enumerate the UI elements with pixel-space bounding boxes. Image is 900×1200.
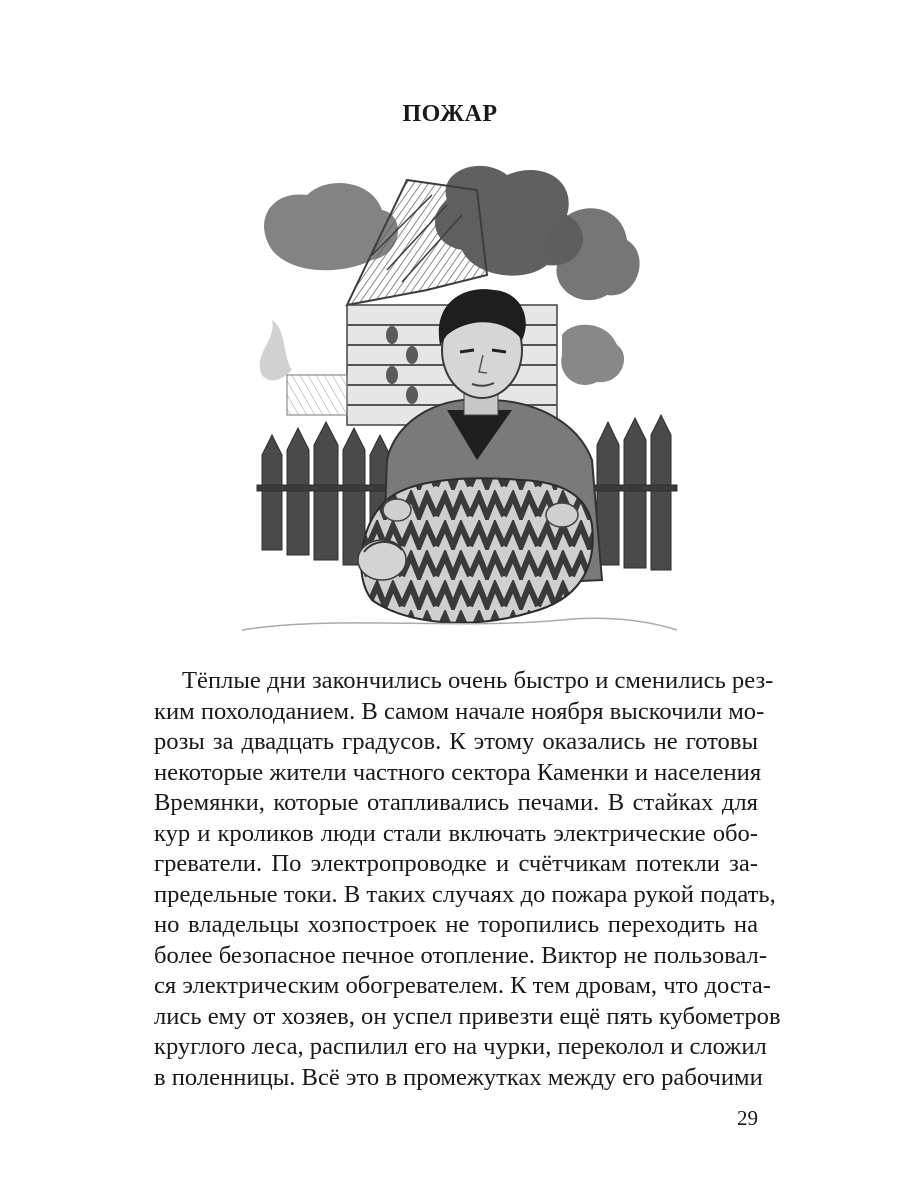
chapter-body-text xyxy=(154,666,781,1093)
page-number: 29 xyxy=(737,1106,758,1130)
text-line: более безопасное печное отопление. Виктор не пользовал- xyxy=(154,941,768,969)
text-line: лись ему от хозяев, он успел привезти ещё пять кубометров xyxy=(154,1002,781,1030)
chapter-title: ПОЖАР xyxy=(402,101,498,127)
text-line: греватели. По электропроводке и счётчикам потекли за- xyxy=(154,850,758,877)
text-line: кур и кроликов люди стали включать электрические обо- xyxy=(154,819,758,847)
text-line: в поленницы. Всё это в промежутках между его рабочими xyxy=(154,1063,763,1091)
chapter-illustration xyxy=(232,160,682,650)
text-line: некоторые жители частного сектора Каменки и населения xyxy=(154,758,762,786)
smoke xyxy=(260,320,292,380)
text-line: ся электрическим обогревателем. К тем дровам, что доста- xyxy=(154,972,771,999)
text-line: но владельцы хозпостроек не торопились переходить на xyxy=(154,911,758,938)
text-line: Тёплые дни закончились очень быстро и сменились рез- xyxy=(182,667,774,694)
text-line: ким похолоданием. В самом начале ноября выскочили мо- xyxy=(154,697,765,725)
sketch-illustration xyxy=(232,160,682,650)
text-line: розы за двадцать градусов. К этому оказались не готовы xyxy=(154,728,758,755)
text-line: Времянки, которые отапливались печами. В стайках для xyxy=(154,789,758,816)
text-line: круглого леса, распилил его на чурки, переколол и сложил xyxy=(154,1033,767,1060)
text-line: предельные токи. В таких случаях до пожара рукой подать, xyxy=(154,880,776,908)
